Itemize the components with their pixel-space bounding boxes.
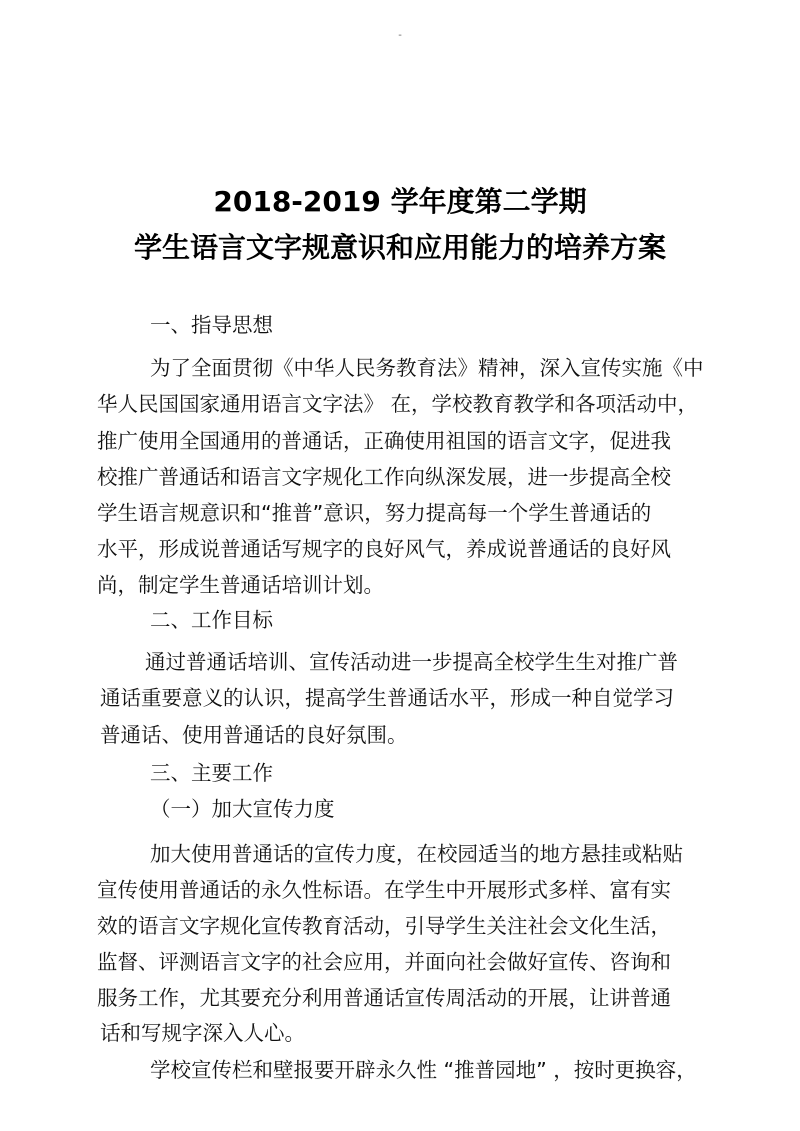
- paragraph-line: 为了全面贯彻《中华人民务教育法》精神，深入宣传实施《中: [150, 356, 704, 380]
- paragraph-line: 服务工作，尤其要充分利用普通话宣传周活动的开展，让讲普通: [97, 986, 671, 1010]
- section-heading-main-work: 三、主要工作: [150, 761, 273, 785]
- paragraph-line: 监督、评测语言文字的社会应用，并面向社会做好宣传、咨询和: [97, 950, 671, 974]
- subsection-heading-publicity: （一）加大宣传力度: [150, 797, 335, 821]
- title-line-1: 2018-2019 学年度第二学期: [213, 185, 587, 218]
- paragraph-line: 水平，形成说普通话写规字的良好风气，养成说普通话的良好风: [97, 537, 671, 561]
- paragraph-line: 普通话、使用普通话的良好氛围。: [100, 723, 408, 747]
- paragraph-line: 学校宣传栏和壁报要开辟永久性 “推普园地” ，按时更换容，: [150, 1058, 697, 1082]
- section-heading-guiding-ideology: 一、指导思想: [150, 313, 273, 337]
- paragraph-line: 宣传使用普通话的永久性标语。在学生中开展形式多样、富有实: [97, 878, 671, 902]
- paragraph-line: 通过普通话培训、宣传活动进一步提高全校学生生对推广普: [145, 650, 678, 674]
- paragraph-line: 学生语言规意识和“推普”意识，努力提高每一个学生普通话的: [97, 501, 652, 525]
- paragraph-line: 效的语言文字规化宣传教育活动，引导学生关注社会文化生活，: [97, 914, 671, 938]
- paragraph-line: 华人民国国家通用语言文字法》 在，学校教育教学和各项活动中，: [97, 392, 699, 416]
- paragraph-line: 尚，制定学生普通话培训计划。: [97, 573, 384, 597]
- paragraph-line: 话和写规字深入人心。: [100, 1021, 305, 1045]
- paragraph-line: 推广使用全国通用的普通话，正确使用祖国的语言文字，促进我: [97, 429, 671, 453]
- title-line-2: 学生语言文字规意识和应用能力的培养方案: [133, 231, 666, 264]
- paragraph-line: 校推广普通话和语言文字规化工作向纵深发展，进一步提高全校: [97, 465, 671, 489]
- paragraph-line: 通话重要意义的认识，提高学生普通话水平，形成一种自觉学习: [100, 686, 674, 710]
- section-heading-work-goals: 二、工作目标: [150, 608, 273, 632]
- header-mark: -: [398, 30, 402, 41]
- paragraph-line: 加大使用普通话的宣传力度，在校园适当的地方悬挂或粘贴: [150, 842, 683, 866]
